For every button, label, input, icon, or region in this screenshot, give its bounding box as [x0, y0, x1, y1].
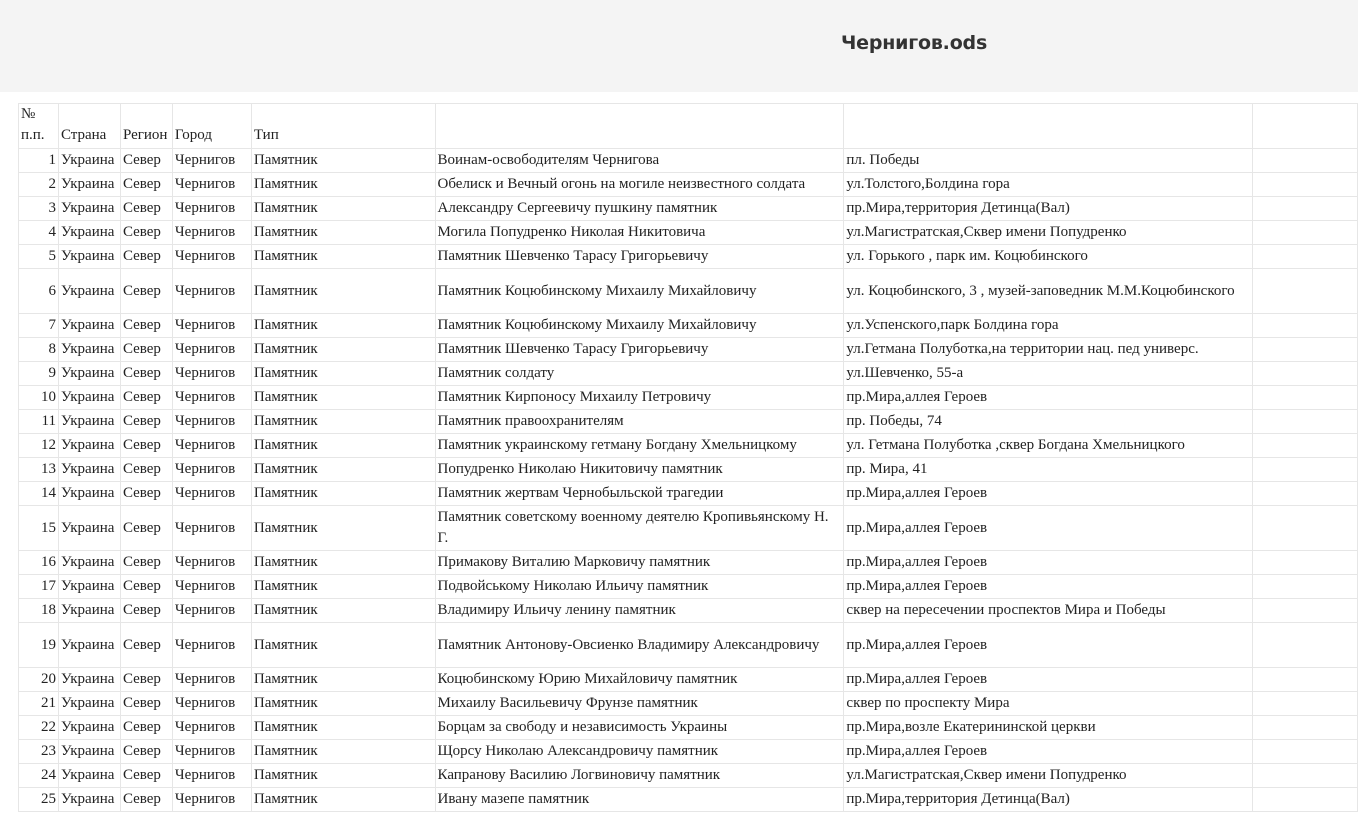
column-header-extra — [1253, 104, 1358, 149]
cell-number[interactable]: 11 — [19, 410, 59, 434]
table-row — [19, 506, 1358, 551]
cell-type[interactable]: Памятник — [251, 551, 435, 575]
cell-number[interactable]: 17 — [19, 575, 59, 599]
cell-empty[interactable] — [1253, 623, 1358, 668]
table-row — [19, 338, 1358, 362]
table-row — [19, 692, 1358, 716]
cell-city[interactable]: Чернигов — [172, 173, 251, 197]
cell-region[interactable]: Север — [120, 338, 172, 362]
cell-region[interactable]: Север — [120, 269, 172, 314]
table-row — [19, 314, 1358, 338]
cell-country[interactable]: Украина — [58, 764, 120, 788]
cell-number[interactable]: 1 — [19, 149, 59, 173]
cell-name[interactable]: Ивану мазепе памятник — [435, 788, 844, 812]
cell-name[interactable]: Коцюбинскому Юрию Михайловичу памятник — [435, 668, 844, 692]
cell-country[interactable]: Украина — [58, 788, 120, 812]
cell-empty[interactable] — [1253, 716, 1358, 740]
cell-region[interactable]: Север — [120, 764, 172, 788]
cell-number[interactable]: 9 — [19, 362, 59, 386]
cell-name[interactable]: Памятник жертвам Чернобыльской трагедии — [435, 482, 844, 506]
spreadsheet-view[interactable] — [18, 103, 1358, 819]
cell-address[interactable]: ул. Коцюбинского, 3 , музей-заповедник М.М.Коцюбинского — [844, 269, 1253, 314]
cell-region[interactable]: Север — [120, 197, 172, 221]
column-header-name — [435, 104, 844, 149]
cell-empty[interactable] — [1253, 197, 1358, 221]
column-header-address — [844, 104, 1253, 149]
cell-region[interactable]: Север — [120, 245, 172, 269]
cell-name[interactable]: Владимиру Ильичу ленину памятник — [435, 599, 844, 623]
cell-region[interactable]: Север — [120, 506, 172, 551]
cell-city[interactable]: Чернигов — [172, 599, 251, 623]
cell-number[interactable]: 25 — [19, 788, 59, 812]
cell-type[interactable]: Памятник — [251, 434, 435, 458]
cell-type[interactable]: Памятник — [251, 149, 435, 173]
cell-number[interactable]: 24 — [19, 764, 59, 788]
cell-region[interactable]: Север — [120, 410, 172, 434]
document-header — [0, 0, 1358, 92]
cell-type[interactable]: Памятник — [251, 599, 435, 623]
cell-region[interactable]: Север — [120, 599, 172, 623]
table-row — [19, 716, 1358, 740]
cell-name[interactable]: Памятник правоохранителям — [435, 410, 844, 434]
cell-country[interactable]: Украина — [58, 386, 120, 410]
cell-name[interactable]: Подвойському Николаю Ильичу памятник — [435, 575, 844, 599]
cell-country[interactable]: Украина — [58, 173, 120, 197]
cell-name[interactable]: Памятник Коцюбинскому Михаилу Михайловичу — [435, 314, 844, 338]
table-row — [19, 149, 1358, 173]
column-header-city: Город — [172, 104, 251, 149]
cell-number[interactable]: 8 — [19, 338, 59, 362]
cell-empty[interactable] — [1253, 314, 1358, 338]
table-row — [19, 434, 1358, 458]
spreadsheet-table — [18, 103, 1358, 812]
cell-address[interactable]: пл. Победы — [844, 149, 1253, 173]
cell-country[interactable]: Украина — [58, 410, 120, 434]
cell-address[interactable]: ул.Магистратская,Сквер имени Попудренко — [844, 764, 1253, 788]
cell-address[interactable]: пр.Мира,территория Детинца(Вал) — [844, 788, 1253, 812]
cell-address[interactable]: ул.Гетмана Полуботка,на территории нац. пед универс. — [844, 338, 1253, 362]
document-title: Чернигов.ods — [841, 32, 988, 54]
table-row — [19, 740, 1358, 764]
cell-region[interactable]: Север — [120, 173, 172, 197]
cell-address[interactable]: пр.Мира,аллея Героев — [844, 575, 1253, 599]
cell-region[interactable]: Север — [120, 551, 172, 575]
cell-name[interactable]: Памятник Шевченко Тарасу Григорьевичу — [435, 245, 844, 269]
cell-city[interactable]: Чернигов — [172, 386, 251, 410]
cell-type[interactable]: Памятник — [251, 668, 435, 692]
table-row — [19, 458, 1358, 482]
cell-address[interactable]: ул.Успенского,парк Болдина гора — [844, 314, 1253, 338]
cell-type[interactable]: Памятник — [251, 575, 435, 599]
cell-number[interactable]: 18 — [19, 599, 59, 623]
cell-type[interactable]: Памятник — [251, 740, 435, 764]
cell-country[interactable]: Украина — [58, 269, 120, 314]
cell-country[interactable]: Украина — [58, 338, 120, 362]
cell-address[interactable]: пр.Мира,аллея Героев — [844, 740, 1253, 764]
cell-region[interactable]: Север — [120, 458, 172, 482]
cell-name[interactable]: Капранову Василию Логвиновичу памятник — [435, 764, 844, 788]
cell-type[interactable]: Памятник — [251, 362, 435, 386]
cell-number[interactable]: 6 — [19, 269, 59, 314]
cell-address[interactable]: пр.Мира,территория Детинца(Вал) — [844, 197, 1253, 221]
table-row — [19, 668, 1358, 692]
cell-type[interactable]: Памятник — [251, 458, 435, 482]
cell-address[interactable]: пр.Мира,аллея Героев — [844, 506, 1253, 551]
cell-empty[interactable] — [1253, 149, 1358, 173]
cell-city[interactable]: Чернигов — [172, 668, 251, 692]
cell-type[interactable]: Памятник — [251, 197, 435, 221]
cell-address[interactable]: пр. Мира, 41 — [844, 458, 1253, 482]
cell-empty[interactable] — [1253, 221, 1358, 245]
cell-country[interactable]: Украина — [58, 716, 120, 740]
cell-country[interactable]: Украина — [58, 599, 120, 623]
table-row — [19, 482, 1358, 506]
table-row — [19, 575, 1358, 599]
cell-city[interactable]: Чернигов — [172, 623, 251, 668]
cell-empty[interactable] — [1253, 575, 1358, 599]
table-row — [19, 197, 1358, 221]
cell-city[interactable]: Чернигов — [172, 482, 251, 506]
cell-country[interactable]: Украина — [58, 692, 120, 716]
cell-empty[interactable] — [1253, 269, 1358, 314]
cell-empty[interactable] — [1253, 740, 1358, 764]
cell-type[interactable]: Памятник — [251, 338, 435, 362]
cell-city[interactable]: Чернигов — [172, 458, 251, 482]
cell-empty[interactable] — [1253, 482, 1358, 506]
table-row — [19, 245, 1358, 269]
cell-number[interactable]: 12 — [19, 434, 59, 458]
cell-name[interactable]: Борцам за свободу и независимость Украины — [435, 716, 844, 740]
cell-empty[interactable] — [1253, 458, 1358, 482]
cell-city[interactable]: Чернигов — [172, 221, 251, 245]
column-header-type: Тип — [251, 104, 435, 149]
cell-type[interactable]: Памятник — [251, 269, 435, 314]
cell-country[interactable]: Украина — [58, 623, 120, 668]
cell-name[interactable]: Щорсу Николаю Александровичу памятник — [435, 740, 844, 764]
cell-city[interactable]: Чернигов — [172, 692, 251, 716]
cell-country[interactable]: Украина — [58, 362, 120, 386]
cell-empty[interactable] — [1253, 692, 1358, 716]
cell-empty[interactable] — [1253, 338, 1358, 362]
cell-region[interactable]: Север — [120, 623, 172, 668]
cell-region[interactable]: Север — [120, 575, 172, 599]
table-row — [19, 764, 1358, 788]
cell-address[interactable]: ул.Толстого,Болдина гора — [844, 173, 1253, 197]
cell-number[interactable]: 21 — [19, 692, 59, 716]
cell-number[interactable]: 3 — [19, 197, 59, 221]
cell-empty[interactable] — [1253, 173, 1358, 197]
cell-number[interactable]: 19 — [19, 623, 59, 668]
cell-address[interactable]: пр.Мира,аллея Героев — [844, 623, 1253, 668]
cell-city[interactable]: Чернигов — [172, 338, 251, 362]
cell-address[interactable]: ул.Магистратская,Сквер имени Попудренко — [844, 221, 1253, 245]
cell-address[interactable]: сквер по проспекту Мира — [844, 692, 1253, 716]
cell-name[interactable]: Обелиск и Вечный огонь на могиле неизвестного солдата — [435, 173, 844, 197]
cell-region[interactable]: Север — [120, 482, 172, 506]
cell-country[interactable]: Украина — [58, 434, 120, 458]
cell-type[interactable]: Памятник — [251, 692, 435, 716]
cell-city[interactable]: Чернигов — [172, 410, 251, 434]
cell-address[interactable]: ул.Шевченко, 55-а — [844, 362, 1253, 386]
cell-city[interactable]: Чернигов — [172, 716, 251, 740]
cell-type[interactable]: Памятник — [251, 410, 435, 434]
cell-country[interactable]: Украина — [58, 482, 120, 506]
cell-empty[interactable] — [1253, 506, 1358, 551]
cell-address[interactable]: пр. Победы, 74 — [844, 410, 1253, 434]
table-row — [19, 386, 1358, 410]
cell-empty[interactable] — [1253, 386, 1358, 410]
cell-empty[interactable] — [1253, 764, 1358, 788]
cell-country[interactable]: Украина — [58, 551, 120, 575]
cell-type[interactable]: Памятник — [251, 173, 435, 197]
cell-region[interactable]: Север — [120, 314, 172, 338]
table-row — [19, 551, 1358, 575]
cell-name[interactable]: Памятник советскому военному деятелю Кропивьянскому Н. Г. — [435, 506, 844, 551]
cell-city[interactable]: Чернигов — [172, 764, 251, 788]
cell-country[interactable]: Украина — [58, 668, 120, 692]
cell-empty[interactable] — [1253, 362, 1358, 386]
cell-country[interactable]: Украина — [58, 221, 120, 245]
cell-city[interactable]: Чернигов — [172, 506, 251, 551]
cell-empty[interactable] — [1253, 434, 1358, 458]
cell-country[interactable]: Украина — [58, 197, 120, 221]
cell-type[interactable]: Памятник — [251, 245, 435, 269]
cell-type[interactable]: Памятник — [251, 623, 435, 668]
cell-name[interactable]: Михаилу Васильевичу Фрунзе памятник — [435, 692, 844, 716]
cell-name[interactable]: Памятник украинскому гетману Богдану Хмельницкому — [435, 434, 844, 458]
cell-type[interactable]: Памятник — [251, 716, 435, 740]
cell-address[interactable]: пр.Мира,аллея Героев — [844, 482, 1253, 506]
cell-type[interactable]: Памятник — [251, 386, 435, 410]
cell-city[interactable]: Чернигов — [172, 434, 251, 458]
cell-number[interactable]: 20 — [19, 668, 59, 692]
cell-name[interactable]: Воинам-освободителям Чернигова — [435, 149, 844, 173]
cell-city[interactable]: Чернигов — [172, 149, 251, 173]
cell-country[interactable]: Украина — [58, 575, 120, 599]
cell-type[interactable]: Памятник — [251, 506, 435, 551]
cell-number[interactable]: 22 — [19, 716, 59, 740]
cell-empty[interactable] — [1253, 410, 1358, 434]
cell-number[interactable]: 14 — [19, 482, 59, 506]
cell-city[interactable]: Чернигов — [172, 551, 251, 575]
cell-city[interactable]: Чернигов — [172, 788, 251, 812]
cell-name[interactable]: Памятник Антонову-Овсиенко Владимиру Александровичу — [435, 623, 844, 668]
cell-address[interactable]: ул. Гетмана Полуботка ,сквер Богдана Хмельницкого — [844, 434, 1253, 458]
cell-region[interactable]: Север — [120, 788, 172, 812]
cell-city[interactable]: Чернигов — [172, 245, 251, 269]
cell-number[interactable]: 10 — [19, 386, 59, 410]
cell-empty[interactable] — [1253, 788, 1358, 812]
cell-address[interactable]: сквер на пересечении проспектов Мира и Победы — [844, 599, 1253, 623]
table-row — [19, 362, 1358, 386]
cell-number[interactable]: 13 — [19, 458, 59, 482]
cell-city[interactable]: Чернигов — [172, 740, 251, 764]
cell-address[interactable]: ул. Горького , парк им. Коцюбинского — [844, 245, 1253, 269]
cell-name[interactable]: Памятник Коцюбинскому Михаилу Михайловичу — [435, 269, 844, 314]
cell-number[interactable]: 4 — [19, 221, 59, 245]
table-row — [19, 221, 1358, 245]
cell-name[interactable]: Памятник Кирпоносу Михаилу Петровичу — [435, 386, 844, 410]
cell-region[interactable]: Север — [120, 740, 172, 764]
header-row — [19, 104, 1358, 149]
cell-region[interactable]: Север — [120, 668, 172, 692]
table-row — [19, 599, 1358, 623]
cell-name[interactable]: Примакову Виталию Марковичу памятник — [435, 551, 844, 575]
cell-type[interactable]: Памятник — [251, 221, 435, 245]
table-row — [19, 788, 1358, 812]
cell-name[interactable]: Памятник солдату — [435, 362, 844, 386]
table-row — [19, 173, 1358, 197]
cell-name[interactable]: Могила Попудренко Николая Никитовича — [435, 221, 844, 245]
column-header-number: № п.п. — [19, 104, 59, 149]
cell-region[interactable]: Север — [120, 692, 172, 716]
cell-type[interactable]: Памятник — [251, 482, 435, 506]
table-row — [19, 269, 1358, 314]
cell-name[interactable]: Попудренко Николаю Никитовичу памятник — [435, 458, 844, 482]
cell-empty[interactable] — [1253, 245, 1358, 269]
column-header-country: Страна — [58, 104, 120, 149]
cell-empty[interactable] — [1253, 599, 1358, 623]
cell-country[interactable]: Украина — [58, 149, 120, 173]
cell-region[interactable]: Север — [120, 716, 172, 740]
cell-type[interactable]: Памятник — [251, 764, 435, 788]
table-row — [19, 410, 1358, 434]
cell-number[interactable]: 15 — [19, 506, 59, 551]
cell-city[interactable]: Чернигов — [172, 362, 251, 386]
cell-country[interactable]: Украина — [58, 740, 120, 764]
cell-address[interactable]: пр.Мира,аллея Героев — [844, 386, 1253, 410]
cell-country[interactable]: Украина — [58, 245, 120, 269]
cell-number[interactable]: 7 — [19, 314, 59, 338]
cell-region[interactable]: Север — [120, 386, 172, 410]
cell-region[interactable]: Север — [120, 434, 172, 458]
cell-name[interactable]: Памятник Шевченко Тарасу Григорьевичу — [435, 338, 844, 362]
cell-name[interactable]: Александру Сергеевичу пушкину памятник — [435, 197, 844, 221]
cell-address[interactable]: пр.Мира,аллея Героев — [844, 551, 1253, 575]
cell-number[interactable]: 16 — [19, 551, 59, 575]
cell-address[interactable]: пр.Мира,возле Екатерининской церкви — [844, 716, 1253, 740]
cell-region[interactable]: Север — [120, 362, 172, 386]
cell-type[interactable]: Памятник — [251, 788, 435, 812]
cell-country[interactable]: Украина — [58, 314, 120, 338]
cell-country[interactable]: Украина — [58, 458, 120, 482]
cell-address[interactable]: пр.Мира,аллея Героев — [844, 668, 1253, 692]
cell-region[interactable]: Север — [120, 149, 172, 173]
cell-type[interactable]: Памятник — [251, 314, 435, 338]
cell-city[interactable]: Чернигов — [172, 575, 251, 599]
table-row — [19, 623, 1358, 668]
cell-region[interactable]: Север — [120, 221, 172, 245]
cell-number[interactable]: 5 — [19, 245, 59, 269]
cell-empty[interactable] — [1253, 551, 1358, 575]
cell-empty[interactable] — [1253, 668, 1358, 692]
cell-city[interactable]: Чернигов — [172, 314, 251, 338]
column-header-region: Регион — [120, 104, 172, 149]
cell-city[interactable]: Чернигов — [172, 269, 251, 314]
cell-city[interactable]: Чернигов — [172, 197, 251, 221]
cell-number[interactable]: 2 — [19, 173, 59, 197]
cell-number[interactable]: 23 — [19, 740, 59, 764]
cell-country[interactable]: Украина — [58, 506, 120, 551]
